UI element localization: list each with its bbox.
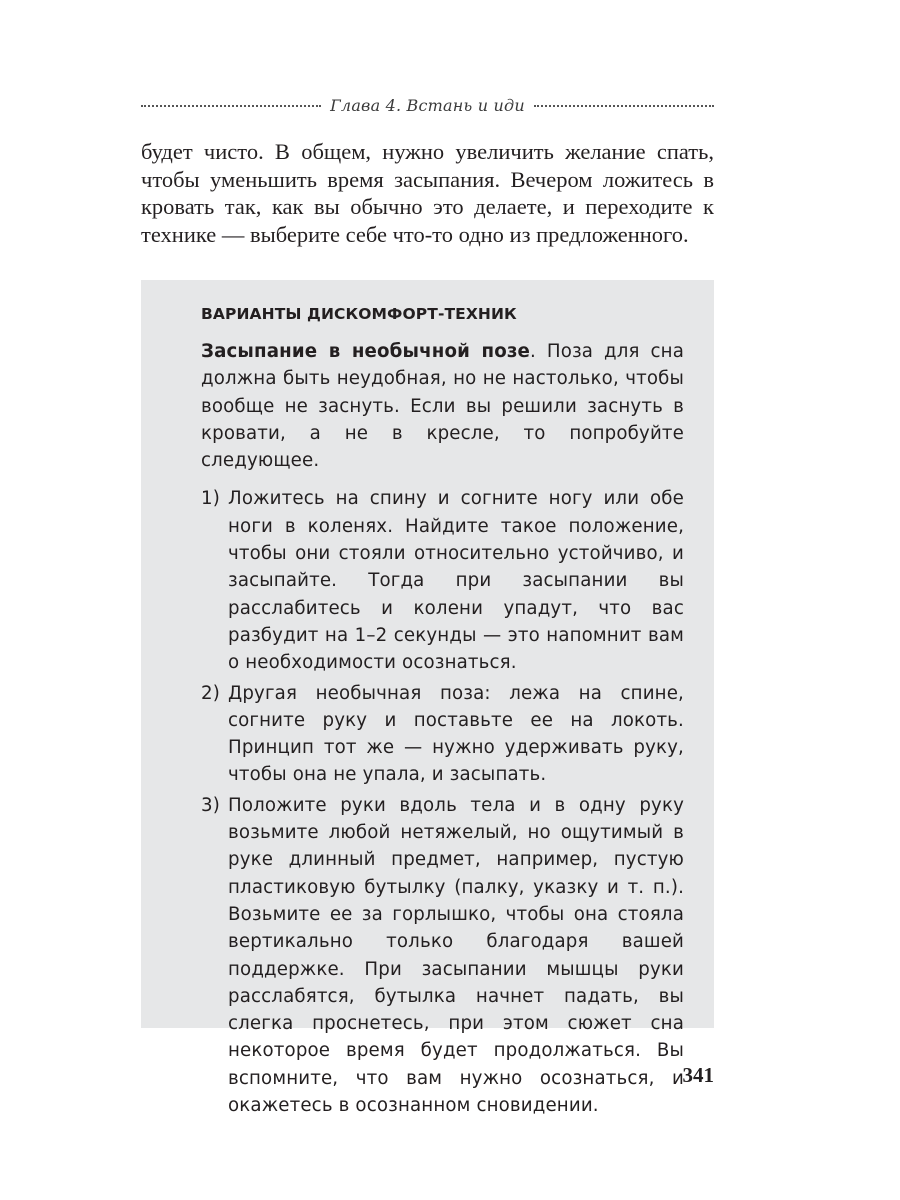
body-paragraph: будет чисто. В общем, нужно увеличить желание спать, чтобы уменьшить время засыпания. Вечером ложитесь в кровать так, как вы обычно это делаете, и переходите к технике — выберите себе что-то одно из предложенного. bbox=[141, 139, 714, 247]
sidebar-title: ВАРИАНТЫ ДИСКОМФОРТ-ТЕХНИК bbox=[201, 305, 517, 323]
list-item bbox=[201, 680, 684, 789]
step-text: Положите руки вдоль тела и в одну руку возьмите любой нетяжелый, но ощутимый в руке длинный предмет, например, пустую пластиковую бутылку (палку, указку и т. п.). Возьмите ее за горлышко, чтобы она стояла вертикально только благодаря вашей поддержке. При засыпании мышцы руки расслабятся, бутылка начнет падать, вы слегка проснетесь, при этом сюжет сна некоторое время будет продолжаться. Вы вспомните, что вам нужно осознаться, и окажетесь в осознанном сновидении. bbox=[228, 794, 684, 1117]
step-text: Ложитесь на спину и согните ногу или обе ноги в коленях. Найдите такое положение, чтобы они стояли относительно устойчиво, и засыпайте. Тогда при засыпании вы расслабитесь и колени упадут, что вас разбудит на 1–2 секунды — это напомнит вам о необходимости осознаться. bbox=[228, 488, 684, 674]
list-item bbox=[201, 792, 684, 1120]
sidebar-intro bbox=[201, 338, 684, 474]
sidebar-intro-lead: Засыпание в необычной позе bbox=[201, 341, 531, 362]
steps-list bbox=[201, 485, 684, 1119]
step-number: 1) bbox=[201, 488, 220, 510]
step-number: 3) bbox=[201, 794, 220, 816]
step-number: 2) bbox=[201, 682, 220, 704]
header-dotted-rule-left bbox=[141, 105, 321, 107]
step-text: Другая необычная поза: лежа на спине, согните руку и поставьте ее на локоть. Принцип тот же — нужно удерживать руку, чтобы она не упала, и засыпать. bbox=[228, 682, 684, 786]
page-number: 341 bbox=[682, 1063, 714, 1087]
running-header bbox=[141, 92, 714, 118]
sidebar-intro-text: . Поза для сна должна быть неудобная, но не настолько, чтобы вообще не заснуть. Если вы решили заснуть в кровати, а не в кресле, то попробуйте следующее. bbox=[201, 341, 684, 472]
chapter-title: Глава 4. Встань и иди bbox=[330, 95, 525, 115]
list-item bbox=[201, 485, 684, 676]
header-dotted-rule-right bbox=[534, 105, 714, 107]
